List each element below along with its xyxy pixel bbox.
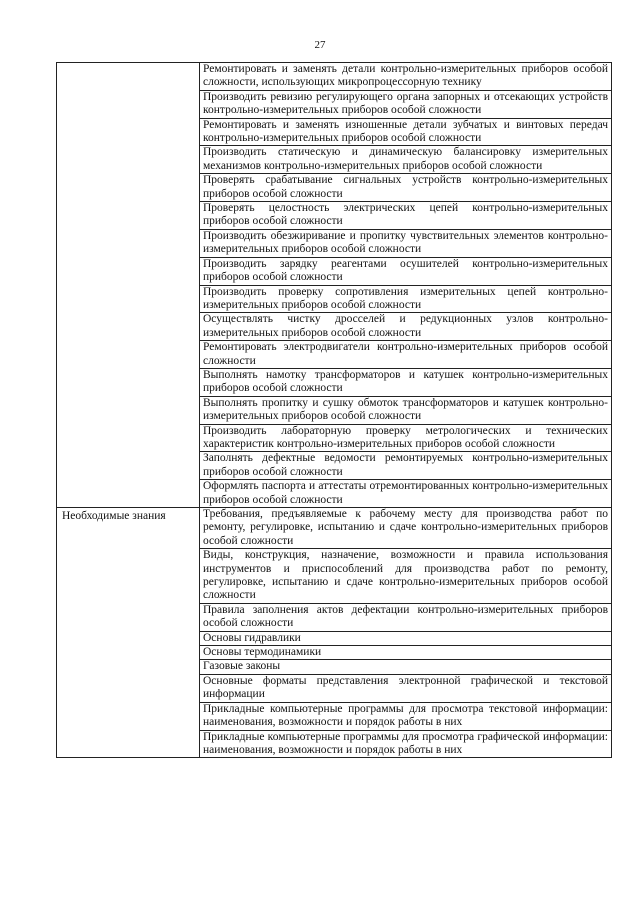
list-item: Газовые законы bbox=[200, 660, 612, 674]
list-item: Ремонтировать и заменять детали контрольно-измерительных приборов особой сложности, использующих микропроцессорную технику bbox=[200, 63, 612, 91]
list-item: Производить зарядку реагентами осушителей контрольно-измерительных приборов особой сложности bbox=[200, 257, 612, 285]
section-label-cell bbox=[57, 508, 200, 758]
list-item: Ремонтировать электродвигатели контрольно-измерительных приборов особой сложности bbox=[200, 341, 612, 369]
list-item: Производить ревизию регулирующего органа запорных и отсекающих устройств контрольно-измерительных приборов особой сложности bbox=[200, 90, 612, 118]
table-row bbox=[57, 508, 612, 549]
list-item: Основы гидравлики bbox=[200, 631, 612, 645]
list-item: Основы термодинамики bbox=[200, 646, 612, 660]
section-label bbox=[60, 63, 196, 64]
section-label: Необходимые знания bbox=[62, 510, 166, 522]
list-item: Выполнять намотку трансформаторов и катушек контрольно-измерительных приборов особой сложности bbox=[200, 368, 612, 396]
list-item: Прикладные компьютерные программы для просмотра графической информации: наименования, возможности и порядок работы в них bbox=[200, 730, 612, 758]
list-item: Правила заполнения актов дефектации контрольно-измерительных приборов особой сложности bbox=[200, 603, 612, 631]
list-item: Заполнять дефектные ведомости ремонтируемых контрольно-измерительных приборов особой сложности bbox=[200, 452, 612, 480]
list-item: Ремонтировать и заменять изношенные детали зубчатых и винтовых передач контрольно-измерительных приборов особой сложности bbox=[200, 118, 612, 146]
requirements-table bbox=[56, 62, 612, 758]
list-item: Производить статическую и динамическую балансировку измерительных механизмов контрольно-измерительных приборов особой сложности bbox=[200, 146, 612, 174]
list-item: Прикладные компьютерные программы для просмотра текстовой информации: наименования, возможности и порядок работы в них bbox=[200, 702, 612, 730]
list-item: Производить проверку сопротивления измерительных цепей контрольно-измерительных приборов особой сложности bbox=[200, 285, 612, 313]
list-item: Выполнять пропитку и сушку обмоток трансформаторов и катушек контрольно-измерительных приборов особой сложности bbox=[200, 396, 612, 424]
list-item: Производить обезжиривание и пропитку чувствительных элементов контрольно-измерительных приборов особой сложности bbox=[200, 229, 612, 257]
list-item: Оформлять паспорта и аттестаты отремонтированных контрольно-измерительных приборов особой сложности bbox=[200, 480, 612, 508]
list-item: Проверять целостность электрических цепей контрольно-измерительных приборов особой сложности bbox=[200, 202, 612, 230]
table-row bbox=[57, 63, 612, 91]
section-label-cell bbox=[57, 63, 200, 508]
list-item: Производить лабораторную проверку метрологических и технических характеристик контрольно-измерительных приборов особой сложности bbox=[200, 424, 612, 452]
list-item: Проверять срабатывание сигнальных устройств контрольно-измерительных приборов особой сложности bbox=[200, 174, 612, 202]
list-item: Осуществлять чистку дросселей и редукционных узлов контрольно-измерительных приборов особой сложности bbox=[200, 313, 612, 341]
page-number: 27 bbox=[314, 39, 326, 51]
list-item: Требования, предъявляемые к рабочему месту для производства работ по ремонту, регулировке, испытанию и сдаче контрольно-измерительных приборов особой сложности bbox=[200, 508, 612, 549]
list-item: Основные форматы представления электронной графической и текстовой информации bbox=[200, 674, 612, 702]
list-item: Виды, конструкция, назначение, возможности и правила использования инструментов и приспособлений для производства работ по ремонту, регулировке, испытанию и сдаче контрольно-измерительных приборов особой сложности bbox=[200, 549, 612, 604]
